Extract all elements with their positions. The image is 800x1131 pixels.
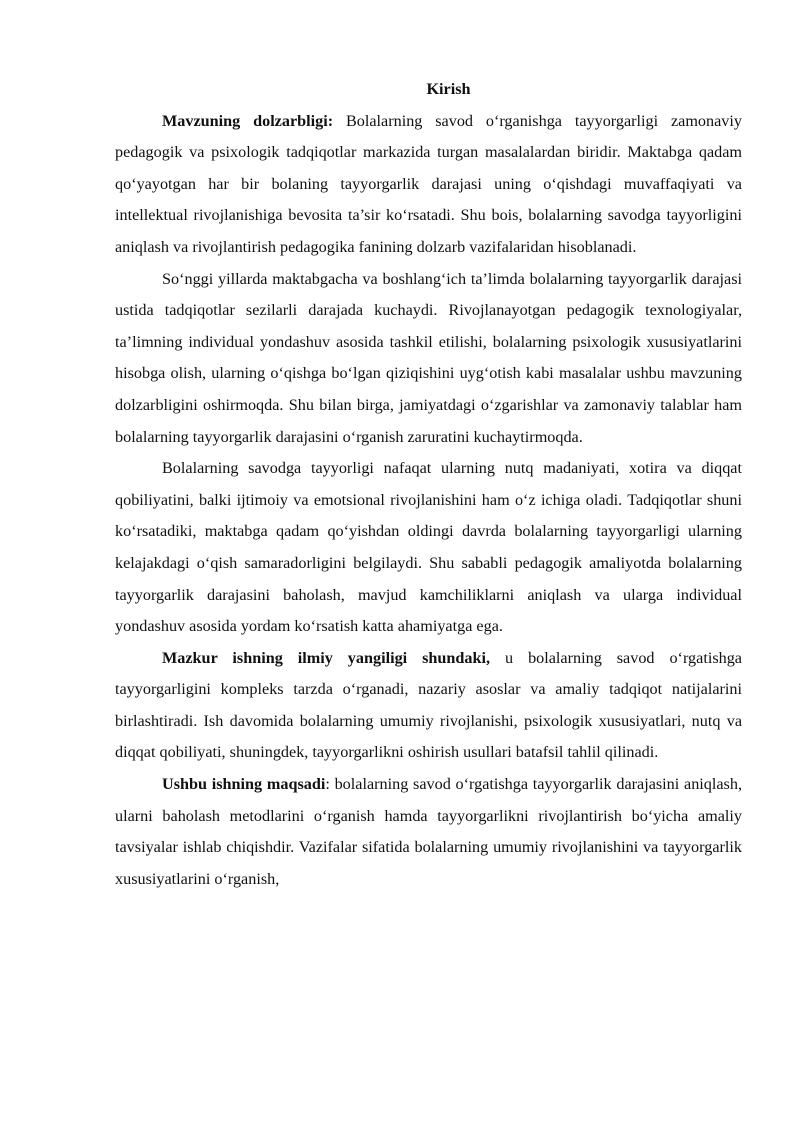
paragraph-text: u bolalarning savod o‘rgatishga tayyorgarligini kompleks tarzda o‘rganadi, nazariy asoslar va amaliy tadqiqot natijalarini birlashtiradi. Ish davomida bolalarning umumiy rivojlanishi, psixologik xususiyatlari, nutq va diqqat qobiliyati, shuningdek, tayyorgarlikni oshirish usullari batafsil tahlil qilinadi. — [115, 648, 742, 762]
paragraph-recent-years — [115, 264, 742, 454]
paragraph-text: Bolalarning savod o‘rganishga tayyorgarligi zamonaviy pedagogik va psixologik tadqiqotlar markazida turgan masalalardan biridir. Maktabga qadam qo‘yayotgan har bir bolaning tayyorgarlik darajasi uning o‘qishdagi muvaffaqiyati va intellektual rivojlanishiga bevosita ta’sir ko‘rsatadi. Shu bois, bolalarning savodga tayyorligini aniqlash va rivojlantirish pedagogika fanining dolzarb vazifalaridan hisoblanadi. — [115, 111, 742, 256]
paragraph-lead: Mazkur ishning ilmiy yangiligi shundaki, — [162, 648, 491, 667]
paragraph-text: : bolalarning savod o‘rgatishga tayyorgarlik darajasini aniqlash, ularni baholash metodlarini o‘rganish hamda tayyorgarlikni rivojlantirish bo‘yicha amaliy tavsiyalar ishlab chiqishdir. Vazifalar sifatida bolalarning umumiy rivojlanishini va tayyorgarlik xususiyatlarini o‘rganish, — [115, 775, 742, 888]
section-title: Kirish — [426, 80, 471, 98]
document-page — [115, 74, 742, 895]
paragraph-readiness — [115, 453, 742, 643]
paragraph-text: So‘nggi yillarda maktabgacha va boshlang‘ich ta’limda bolalarning tayyorgarlik darajasi ustida tadqiqotlar sezilarli darajada kuchaydi. Rivojlanayotgan pedagogik texnologiyalar, ta’limning individual yondashuv asosida tashkil etilishi, bolalarning psixologik xususiyatlarini hisobga olish, ularning o‘qishga bo‘lgan qiziqishini uyg‘otish kabi masalalar ushbu mavzuning dolzarbligini oshirmoqda. Shu bilan birga, jamiyatdagi o‘zgarishlar va zamonaviy talablar ham bolalarning tayyorgarlik darajasini o‘rganish zaruratini kuchaytirmoqda. — [115, 269, 742, 446]
paragraph-lead: Mavzuning dolzarbligi: — [162, 111, 334, 130]
paragraph-goal — [115, 769, 742, 895]
paragraph-text: Bolalarning savodga tayyorligi nafaqat ularning nutq madaniyati, xotira va diqqat qobiliyatini, balki ijtimoiy va emotsional rivojlanishini ham o‘z ichiga oladi. Tadqiqotlar shuni ko‘rsatadiki, maktabga qadam qo‘yishdan oldingi davrda bolalarning tayyorgarligi ularning kelajakdagi o‘qish samaradorligini belgilaydi. Shu sababli pedagogik amaliyotda bolalarning tayyorgarlik darajasini baholash, mavjud kamchiliklarni aniqlash va ularga individual yondashuv asosida yordam ko‘rsatish katta ahamiyatga ega. — [115, 459, 742, 636]
paragraph-novelty — [115, 643, 742, 769]
paragraph-relevance — [115, 106, 742, 264]
paragraph-lead: Ushbu ishning maqsadi — [162, 775, 326, 794]
